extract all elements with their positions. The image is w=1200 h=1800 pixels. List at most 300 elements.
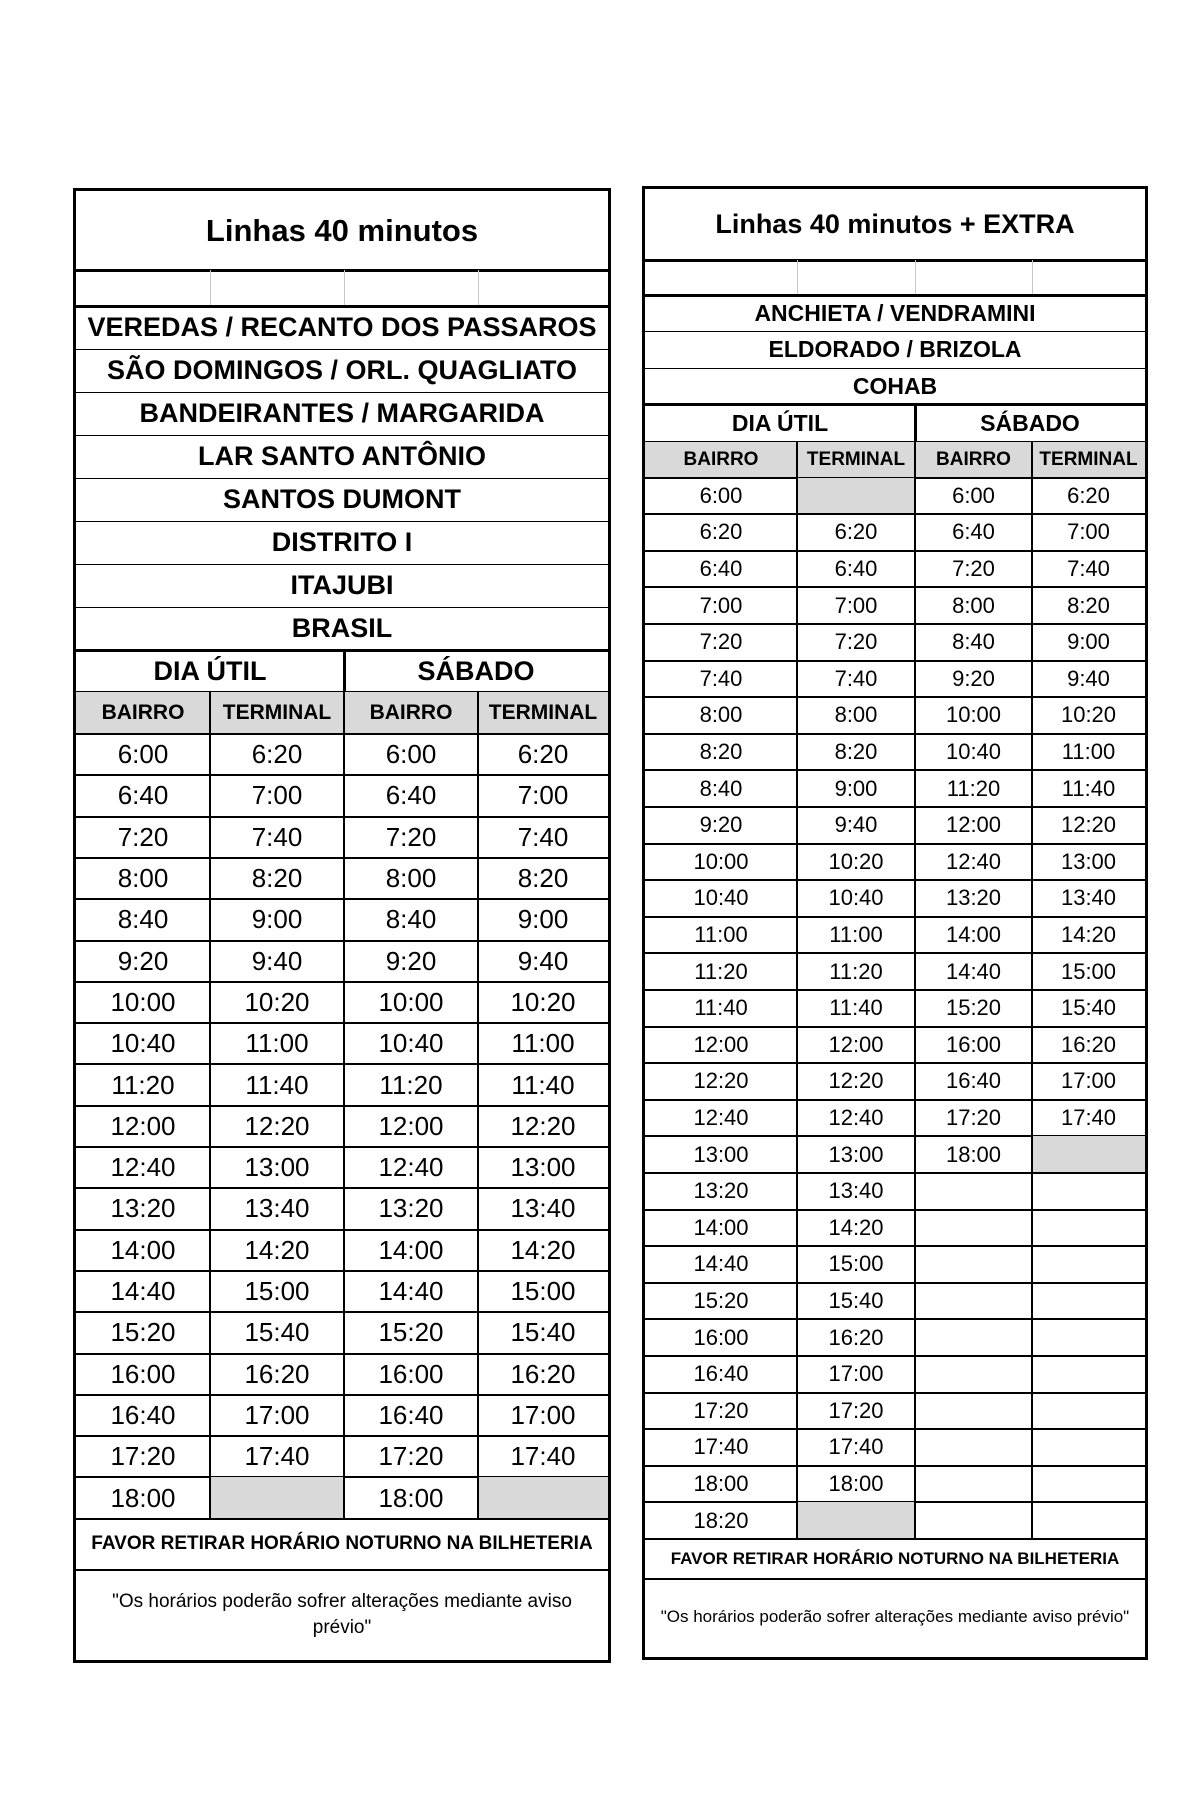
time-cell: 15:40	[828, 1287, 884, 1313]
time-cell: 14:40	[110, 1276, 176, 1307]
time-cell: 13:20	[693, 1178, 749, 1204]
disclaimer-row	[645, 1579, 1145, 1657]
time-cell: 11:40	[694, 995, 748, 1021]
time-cell: 17:20	[945, 1104, 1002, 1130]
time-cell	[1032, 1429, 1145, 1466]
schedule-row	[76, 1395, 608, 1436]
time-cell: 7:20	[117, 821, 169, 852]
schedule-row	[645, 1246, 1145, 1283]
time-cell: 12:40	[693, 1104, 749, 1130]
schedule-row	[645, 1136, 1145, 1173]
weekday-header: DIA ÚTIL	[731, 409, 829, 436]
time-cell: 14:20	[828, 1214, 884, 1240]
time-cell: 12:20	[1060, 812, 1117, 838]
column-header: TERMINAL	[1032, 442, 1145, 478]
time-cell: 16:20	[510, 1358, 576, 1389]
time-cell: 7:40	[251, 821, 303, 852]
time-cell: 7:40	[1067, 555, 1110, 581]
time-cell: 13:00	[1060, 848, 1117, 874]
schedule-row	[645, 734, 1145, 771]
time-cell: 10:00	[110, 986, 176, 1017]
column-header: TERMINAL	[210, 692, 344, 734]
time-cell: 9:20	[699, 812, 743, 838]
route-name: VEREDAS / RECANTO DOS PASSAROS	[87, 312, 597, 342]
time-cell: 6:20	[517, 739, 569, 770]
schedule-row	[645, 661, 1145, 698]
schedule-row	[76, 1147, 608, 1188]
time-cell: 11:00	[694, 921, 748, 947]
column-header: BAIRRO	[76, 692, 210, 734]
time-cell: 10:20	[828, 848, 884, 874]
time-cell	[915, 1393, 1032, 1430]
time-cell: 9:00	[834, 775, 878, 801]
time-cell: 12:40	[110, 1152, 176, 1183]
route-name: ITAJUBI	[290, 570, 394, 600]
time-cell: 11:00	[829, 921, 883, 947]
time-cell: 14:20	[1060, 921, 1117, 947]
time-cell: 8:00	[952, 592, 995, 618]
row-divider	[76, 269, 608, 272]
row-divider	[645, 259, 1145, 262]
time-cell: 9:40	[517, 945, 569, 976]
time-cell: 17:20	[110, 1441, 176, 1472]
time-cell: 12:00	[945, 812, 1002, 838]
schedule-row	[645, 587, 1145, 624]
column-divider	[914, 442, 916, 478]
route-name: BANDEIRANTES / MARGARIDA	[139, 398, 545, 428]
time-cell: 13:40	[1060, 885, 1117, 911]
time-cell: 13:00	[693, 1141, 749, 1167]
time-cell: 17:40	[1060, 1104, 1117, 1130]
time-cell: 14:20	[244, 1234, 310, 1265]
time-cell	[1032, 1173, 1145, 1210]
night-schedule-notice: FAVOR RETIRAR HORÁRIO NOTURNO NA BILHETERIA	[670, 1548, 1120, 1568]
time-cell: 15:20	[110, 1317, 176, 1348]
column-divider	[209, 692, 211, 734]
column-divider	[914, 405, 917, 442]
time-cell	[915, 1283, 1032, 1320]
time-cell	[915, 1246, 1032, 1283]
time-cell: 11:00	[1061, 738, 1116, 764]
schedule-row	[645, 990, 1145, 1027]
time-cell: 13:20	[945, 885, 1002, 911]
time-cell: 16:00	[110, 1358, 176, 1389]
time-cell: 17:00	[244, 1399, 310, 1430]
time-cell: 16:20	[1060, 1031, 1117, 1057]
schedule-row	[645, 1283, 1145, 1320]
time-cell: 7:40	[517, 821, 569, 852]
schedule-row	[645, 697, 1145, 734]
time-cell: 8:20	[834, 738, 878, 764]
column-divider	[477, 692, 479, 734]
time-cell: 10:00	[945, 702, 1002, 728]
schedule-row	[645, 770, 1145, 807]
column-header: TERMINAL	[478, 692, 608, 734]
time-cell: 7:20	[699, 629, 743, 655]
time-cell	[1032, 1356, 1145, 1393]
day-header-row	[645, 405, 1145, 442]
time-cell: 10:20	[510, 986, 576, 1017]
route-name: ELDORADO / BRIZOLA	[768, 336, 1022, 363]
time-cell: 8:40	[117, 904, 169, 935]
time-cell: 6:20	[834, 519, 878, 545]
route-name: LAR SANTO ANTÔNIO	[198, 441, 486, 471]
time-cell: 17:20	[828, 1397, 884, 1423]
schedule-row	[645, 1502, 1145, 1539]
time-cell: 14:00	[378, 1234, 444, 1265]
time-cell: 14:00	[110, 1234, 176, 1265]
night-schedule-notice: FAVOR RETIRAR HORÁRIO NOTURNO NA BILHETERIA	[91, 1533, 593, 1555]
schedule-row	[76, 1188, 608, 1229]
route-row	[76, 435, 608, 478]
time-cell: 13:40	[244, 1193, 310, 1224]
schedule-row	[76, 734, 608, 775]
time-cell: 15:40	[244, 1317, 310, 1348]
time-cell: 13:40	[510, 1193, 576, 1224]
time-cell: 17:00	[1060, 1068, 1117, 1094]
schedule-row	[645, 1319, 1145, 1356]
time-cell: 16:00	[945, 1031, 1002, 1057]
route-row	[76, 392, 608, 435]
panel-title-text: Linhas 40 minutos + EXTRA	[715, 209, 1075, 239]
time-cell: 7:00	[1067, 519, 1110, 545]
schedule-row	[76, 1230, 608, 1271]
panel-title-text: Linhas 40 minutos	[205, 212, 479, 248]
time-cell: 15:20	[378, 1317, 444, 1348]
time-cell: 17:20	[693, 1397, 749, 1423]
empty-time-cell	[478, 1477, 608, 1518]
time-cell: 14:20	[510, 1234, 576, 1265]
time-cell: 6:40	[952, 519, 995, 545]
time-cell	[915, 1356, 1032, 1393]
column-divider	[477, 734, 479, 1519]
schedule-row	[645, 1173, 1145, 1210]
time-cell: 6:20	[699, 519, 743, 545]
schedule-row	[645, 1429, 1145, 1466]
time-cell: 13:00	[828, 1141, 884, 1167]
time-cell: 18:00	[693, 1470, 749, 1496]
column-divider	[1031, 442, 1033, 478]
route-row	[645, 332, 1145, 369]
time-cell: 8:00	[117, 863, 169, 894]
time-cell: 14:00	[945, 921, 1002, 947]
time-cell: 12:40	[378, 1152, 444, 1183]
time-cell: 7:20	[385, 821, 437, 852]
time-cell: 10:40	[110, 1028, 176, 1059]
time-cell: 9:00	[251, 904, 303, 935]
route-name: ANCHIETA / VENDRAMINI	[754, 299, 1036, 326]
time-cell: 18:20	[693, 1507, 749, 1533]
time-cell: 11:00	[245, 1028, 309, 1059]
column-divider	[1032, 260, 1033, 295]
time-cell: 12:20	[828, 1068, 884, 1094]
time-cell: 11:00	[511, 1028, 575, 1059]
time-cell: 8:00	[385, 863, 437, 894]
time-cell: 18:00	[378, 1482, 444, 1513]
time-cell: 13:00	[244, 1152, 310, 1183]
time-cell: 9:00	[1067, 629, 1110, 655]
time-cell: 16:40	[110, 1399, 176, 1430]
column-divider	[796, 478, 798, 1539]
time-cell: 12:40	[828, 1104, 884, 1130]
time-cell: 14:40	[945, 958, 1002, 984]
time-cell: 9:40	[1067, 665, 1110, 691]
column-divider	[343, 734, 345, 1519]
time-cell: 11:20	[694, 958, 748, 984]
schedule-row	[76, 1064, 608, 1105]
time-cell: 8:20	[251, 863, 303, 894]
saturday-header: SÁBADO	[980, 409, 1080, 436]
time-cell: 17:40	[244, 1441, 310, 1472]
time-cell: 9:40	[251, 945, 303, 976]
time-cell: 12:20	[510, 1110, 576, 1141]
column-divider	[343, 650, 346, 692]
column-header: BAIRRO	[344, 692, 478, 734]
time-cell	[915, 1319, 1032, 1356]
schedule-row	[645, 1210, 1145, 1247]
time-cell: 13:20	[110, 1193, 176, 1224]
time-cell: 11:20	[946, 775, 1001, 801]
schedule-row	[645, 1100, 1145, 1137]
time-cell: 8:20	[517, 863, 569, 894]
time-cell: 14:00	[693, 1214, 749, 1240]
column-divider	[344, 270, 345, 306]
time-cell	[915, 1429, 1032, 1466]
time-cell: 6:00	[117, 739, 169, 770]
schedule-row	[76, 899, 608, 940]
time-cell: 7:20	[952, 555, 995, 581]
time-cell: 10:00	[378, 986, 444, 1017]
schedule-row	[645, 1027, 1145, 1064]
schedule-row	[645, 953, 1145, 990]
route-name: SANTOS DUMONT	[222, 484, 461, 514]
route-row	[645, 368, 1145, 405]
time-cell: 8:00	[699, 702, 743, 728]
time-cell: 16:00	[693, 1324, 749, 1350]
time-cell: 9:00	[517, 904, 569, 935]
time-cell: 17:20	[378, 1441, 444, 1472]
time-cell: 11:40	[1061, 775, 1116, 801]
schedule-row	[76, 858, 608, 899]
time-cell: 6:00	[385, 739, 437, 770]
schedule-row	[76, 1477, 608, 1518]
route-row	[76, 521, 608, 564]
time-cell: 16:40	[378, 1399, 444, 1430]
schedule-row	[76, 1354, 608, 1395]
time-cell: 9:20	[952, 665, 995, 691]
schedule-row	[76, 1312, 608, 1353]
time-cell: 16:20	[244, 1358, 310, 1389]
schedule-row	[76, 1271, 608, 1312]
column-header-row	[76, 692, 608, 734]
schedule-row	[645, 514, 1145, 551]
time-cell: 8:20	[1067, 592, 1110, 618]
column-header-row	[645, 442, 1145, 478]
time-cell: 17:00	[510, 1399, 576, 1430]
time-cell: 18:00	[828, 1470, 884, 1496]
empty-time-cell	[210, 1477, 344, 1518]
time-cell: 10:40	[945, 738, 1002, 764]
route-row	[76, 478, 608, 521]
time-cell: 14:40	[693, 1251, 749, 1277]
time-cell: 15:00	[244, 1276, 310, 1307]
column-header: BAIRRO	[645, 442, 797, 478]
time-cell: 11:20	[111, 1069, 175, 1100]
schedule-row	[645, 624, 1145, 661]
time-cell: 7:00	[517, 780, 569, 811]
time-cell: 15:00	[510, 1276, 576, 1307]
schedule-row	[645, 844, 1145, 881]
column-divider	[209, 734, 211, 1519]
time-cell: 9:20	[385, 945, 437, 976]
empty-time-cell	[1032, 1136, 1145, 1173]
time-cell: 12:40	[945, 848, 1002, 874]
time-cell: 15:20	[693, 1287, 749, 1313]
time-cell: 17:40	[828, 1434, 884, 1460]
time-cell: 6:40	[699, 555, 743, 581]
time-cell: 7:00	[251, 780, 303, 811]
time-cell: 16:40	[945, 1068, 1002, 1094]
time-cell: 12:00	[378, 1110, 444, 1141]
column-divider	[478, 270, 479, 306]
time-cell: 11:20	[379, 1069, 443, 1100]
route-row	[76, 564, 608, 607]
time-cell: 8:40	[385, 904, 437, 935]
schedule-row	[645, 1466, 1145, 1503]
column-divider	[343, 692, 345, 734]
time-cell	[1032, 1466, 1145, 1503]
time-cell: 11:40	[511, 1069, 575, 1100]
schedule-row	[645, 1356, 1145, 1393]
time-cell: 12:20	[244, 1110, 310, 1141]
notice-row	[645, 1539, 1145, 1579]
schedule-row	[76, 1023, 608, 1064]
route-name: DISTRITO I	[271, 527, 413, 557]
time-cell	[915, 1466, 1032, 1503]
time-cell: 6:20	[251, 739, 303, 770]
time-cell: 10:40	[828, 885, 884, 911]
time-cell: 11:40	[245, 1069, 309, 1100]
time-cell: 17:40	[510, 1441, 576, 1472]
time-cell: 10:40	[693, 885, 749, 911]
left-timetable	[73, 188, 611, 1663]
time-cell: 16:20	[828, 1324, 884, 1350]
panel-title	[76, 191, 608, 270]
empty-time-cell	[797, 478, 915, 515]
time-cell: 10:20	[244, 986, 310, 1017]
time-cell	[1032, 1502, 1145, 1539]
time-cell: 12:00	[693, 1031, 749, 1057]
time-cell: 15:40	[1060, 995, 1117, 1021]
route-name: COHAB	[852, 372, 938, 399]
right-timetable	[642, 186, 1148, 1660]
route-row	[645, 295, 1145, 332]
time-cell: 12:20	[693, 1068, 749, 1094]
time-cell: 12:00	[828, 1031, 884, 1057]
time-cell	[915, 1173, 1032, 1210]
time-cell: 16:00	[378, 1358, 444, 1389]
time-cell: 7:00	[699, 592, 743, 618]
panel-title	[645, 189, 1145, 260]
route-row	[76, 306, 608, 349]
time-cell: 6:40	[385, 780, 437, 811]
time-cell: 18:00	[945, 1141, 1002, 1167]
time-cell: 16:40	[693, 1361, 749, 1387]
saturday-header: SÁBADO	[417, 655, 535, 686]
time-cell: 13:40	[828, 1178, 884, 1204]
column-divider	[210, 270, 211, 306]
time-cell: 10:40	[378, 1028, 444, 1059]
notice-row	[76, 1519, 608, 1570]
schedule-row	[76, 775, 608, 816]
disclaimer-text: "Os horários poderão sofrer alterações mediante aviso prévio"	[112, 1591, 572, 1638]
time-cell	[1032, 1393, 1145, 1430]
time-cell: 9:40	[834, 812, 878, 838]
schedule-row	[645, 551, 1145, 588]
column-divider	[914, 478, 916, 1539]
time-cell	[1032, 1283, 1145, 1320]
disclaimer-row	[76, 1570, 608, 1660]
time-cell	[1032, 1246, 1145, 1283]
disclaimer-text: "Os horários poderão sofrer alterações mediante aviso prévio"	[660, 1607, 1130, 1627]
time-cell: 7:20	[834, 629, 878, 655]
time-cell: 6:20	[1067, 482, 1110, 508]
column-header: TERMINAL	[797, 442, 915, 478]
schedule-row	[645, 478, 1145, 515]
column-divider	[915, 260, 916, 295]
time-cell: 11:40	[829, 995, 883, 1021]
time-cell: 7:00	[834, 592, 878, 618]
time-cell: 8:20	[699, 738, 743, 764]
time-cell: 18:00	[110, 1482, 176, 1513]
time-cell	[915, 1502, 1032, 1539]
schedule-row	[76, 1106, 608, 1147]
schedule-row	[645, 880, 1145, 917]
time-cell: 15:40	[510, 1317, 576, 1348]
route-name: SÃO DOMINGOS / ORL. QUAGLIATO	[106, 355, 577, 385]
time-cell: 8:40	[952, 629, 995, 655]
weekday-header: DIA ÚTIL	[153, 655, 267, 686]
time-cell	[1032, 1210, 1145, 1247]
route-name: BRASIL	[291, 613, 393, 643]
time-cell: 9:20	[117, 945, 169, 976]
time-cell: 17:00	[828, 1361, 884, 1387]
time-cell: 11:20	[829, 958, 883, 984]
time-cell: 15:00	[1060, 958, 1117, 984]
time-cell: 8:40	[699, 775, 743, 801]
schedule-row	[76, 1436, 608, 1477]
time-cell: 6:40	[117, 780, 169, 811]
time-cell: 6:40	[834, 555, 878, 581]
time-cell	[915, 1210, 1032, 1247]
time-cell: 14:40	[378, 1276, 444, 1307]
time-cell: 13:00	[510, 1152, 576, 1183]
time-cell: 15:00	[828, 1251, 884, 1277]
time-cell: 10:00	[693, 848, 749, 874]
schedule-row	[76, 941, 608, 982]
time-cell: 6:00	[699, 482, 743, 508]
schedule-row	[645, 807, 1145, 844]
time-cell: 17:40	[693, 1434, 749, 1460]
time-cell: 6:00	[952, 482, 995, 508]
time-cell: 7:40	[699, 665, 743, 691]
time-cell: 7:40	[834, 665, 878, 691]
time-cell: 15:20	[945, 995, 1002, 1021]
column-divider	[1031, 478, 1033, 1539]
schedule-row	[645, 1393, 1145, 1430]
schedule-row	[645, 917, 1145, 954]
empty-time-cell	[797, 1502, 915, 1539]
